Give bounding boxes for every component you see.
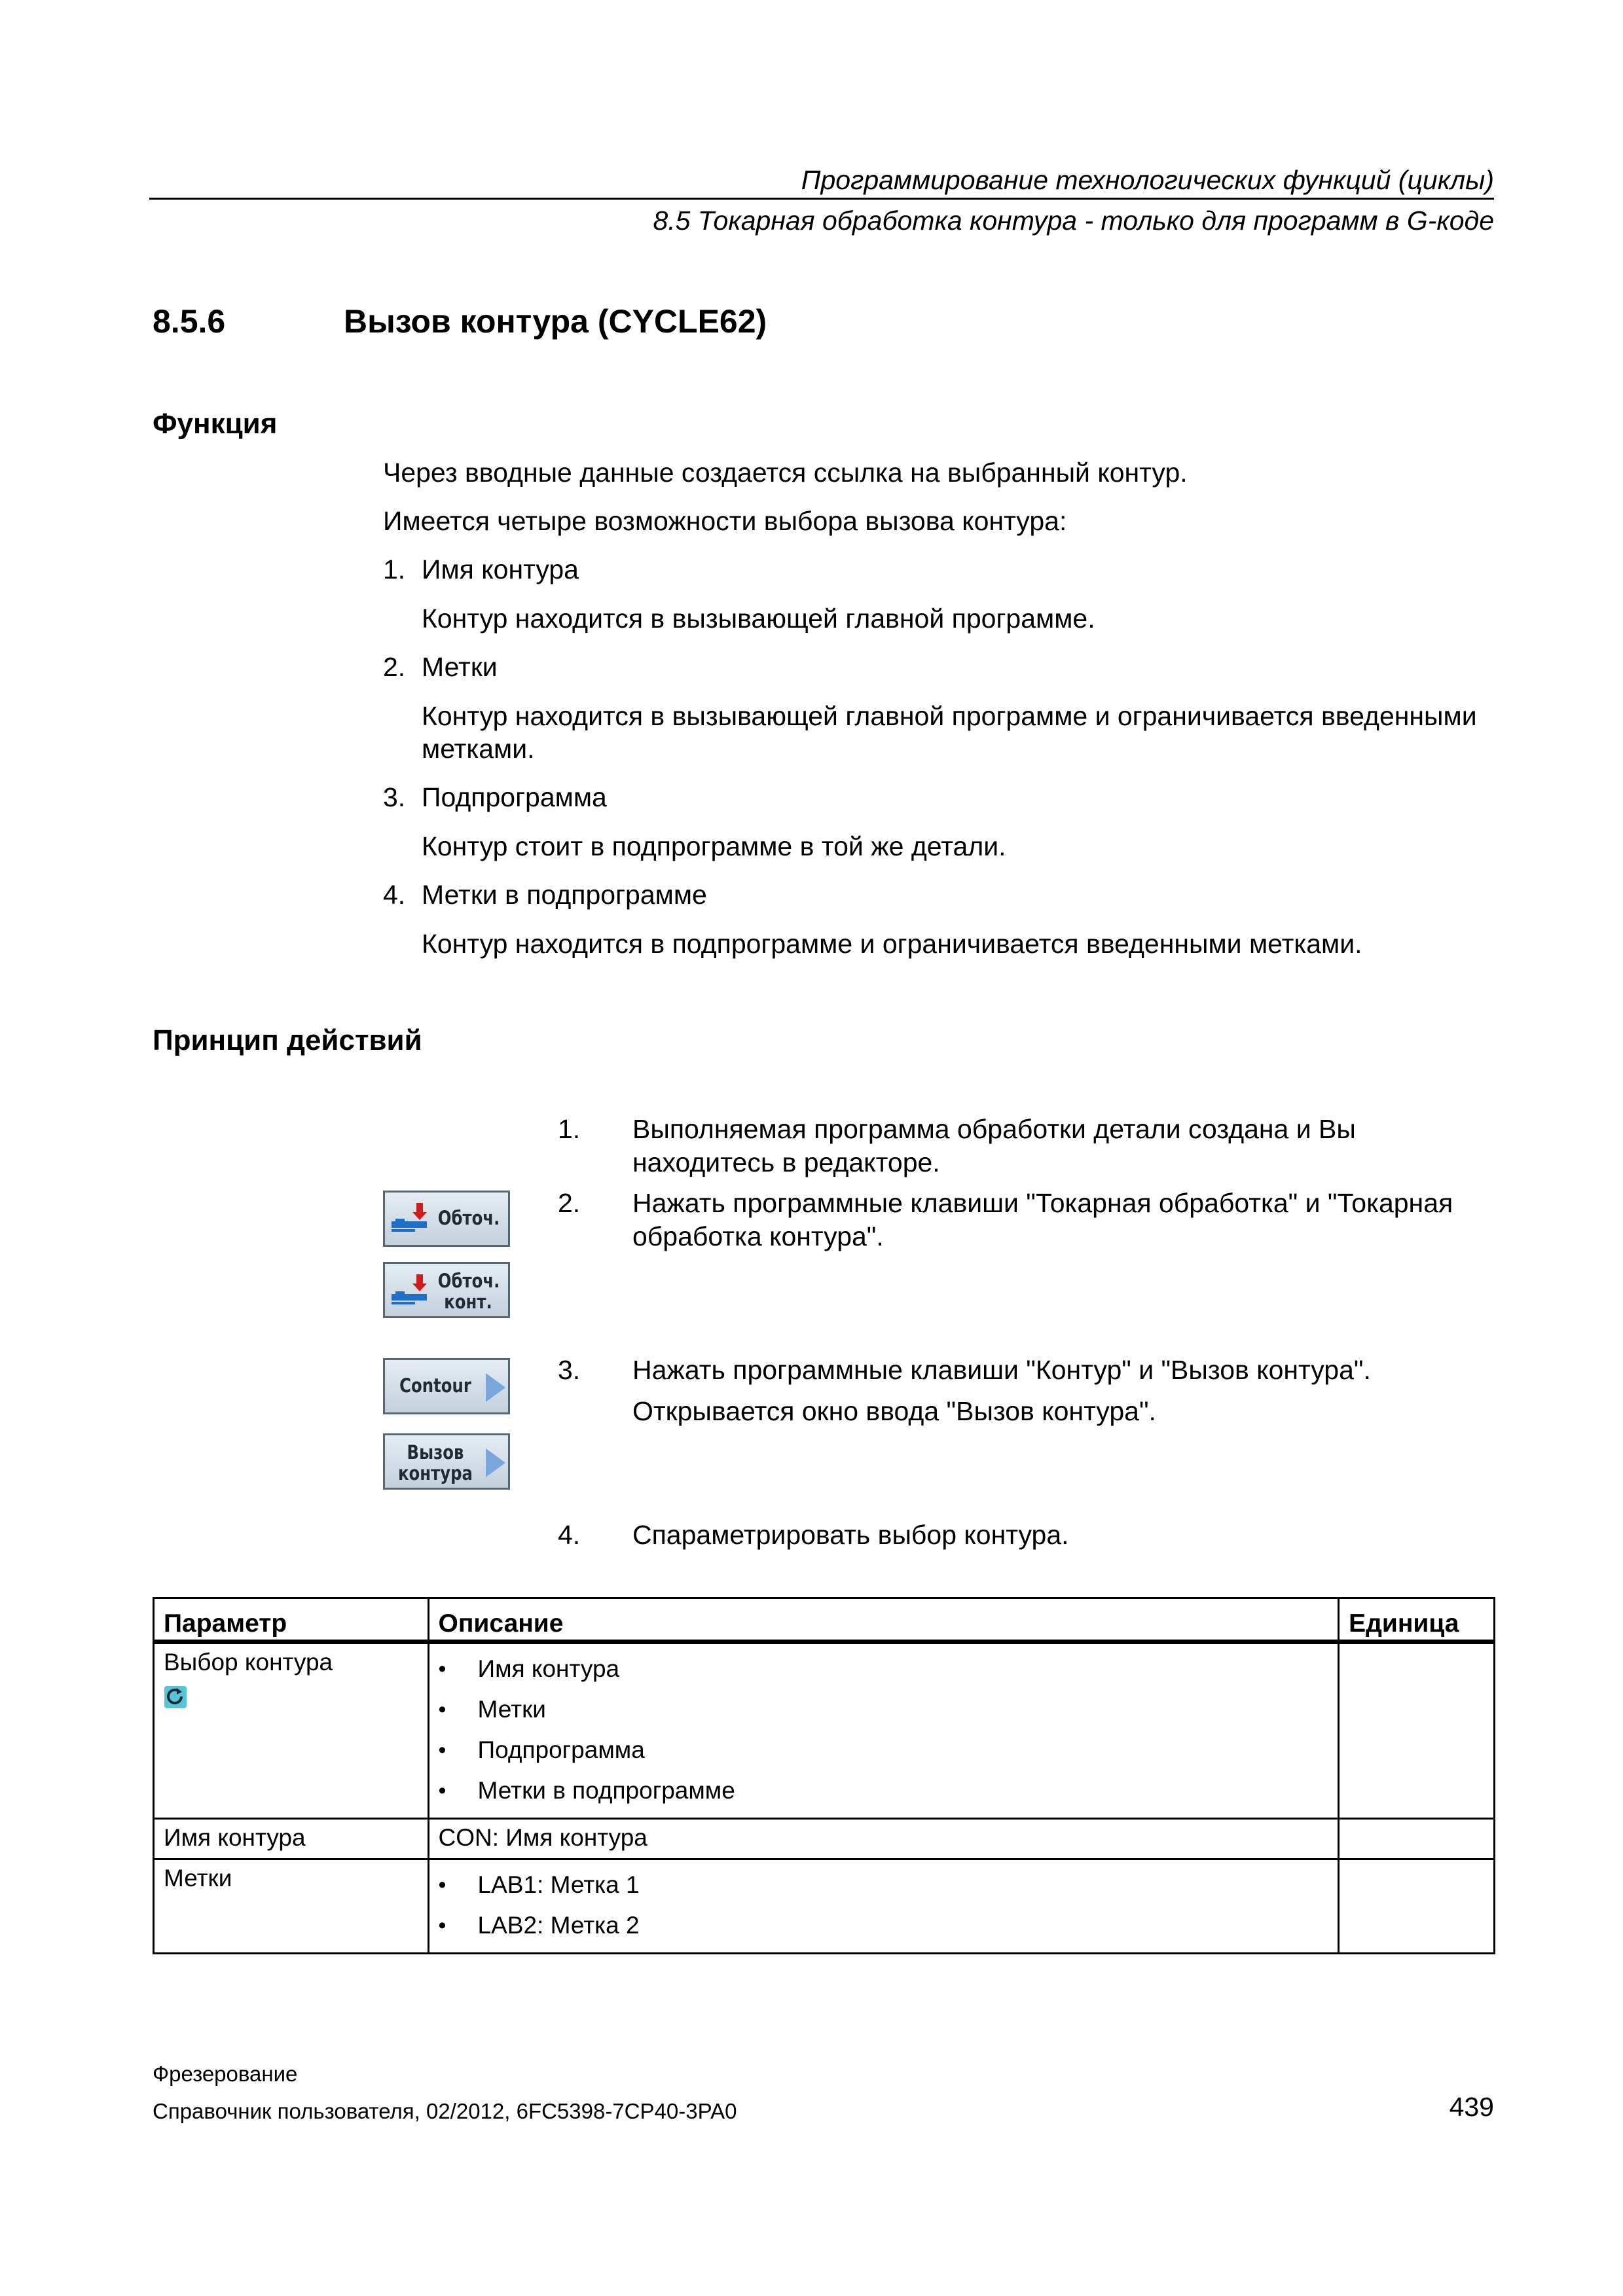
list-item-number: 4. [383, 880, 406, 910]
table-cell [1339, 1859, 1495, 1954]
list-item-number: 1. [383, 554, 406, 584]
table-cell [154, 1642, 429, 1819]
list-item-desc-cont: метками. [422, 734, 535, 764]
step-number: 1. [558, 1114, 581, 1144]
param-name: Метки [154, 1859, 429, 1954]
step-text: Нажать программные клавиши "Контур" и "Вызов контура". [632, 1355, 1371, 1385]
contour-turning-icon [390, 1273, 428, 1311]
step-text-cont: обработка контура". [632, 1221, 884, 1251]
header-rule [149, 198, 1494, 200]
step-text: Выполняемая программа обработки детали создана и Вы [632, 1114, 1356, 1144]
list-item: • LAB1: Метка 1 [439, 1865, 1329, 1905]
list-item-desc: Контур находится в подпрограмме и ограничивается введенными метками. [422, 929, 1362, 959]
list-item: • Метки в подпрограмме [439, 1770, 1329, 1811]
softkey-contour-turning[interactable] [383, 1262, 510, 1318]
softkey-turning[interactable] [383, 1191, 510, 1247]
table-row [154, 1642, 1495, 1819]
table-row [154, 1819, 1495, 1859]
table-cell [1339, 1642, 1495, 1819]
column-header: Параметр [154, 1598, 429, 1642]
list-item-desc: Контур находится в вызывающей главной программе. [422, 603, 1095, 634]
list-item: • Подпрограмма [439, 1730, 1329, 1770]
param-name: Имя контура [154, 1819, 429, 1859]
table-cell [1339, 1819, 1495, 1859]
param-name: Выбор контура [164, 1649, 333, 1676]
list-item-desc: Контур стоит в подпрограмме в той же детали. [422, 831, 1006, 861]
softkey-contour[interactable] [383, 1358, 510, 1414]
list-item-number: 3. [383, 782, 406, 812]
list-item: • Имя контура [439, 1649, 1329, 1689]
function-heading: Функция [153, 408, 278, 440]
section-title: Вызов контура (CYCLE62) [344, 303, 767, 340]
step-number: 3. [558, 1355, 581, 1385]
footer-manual: Справочник пользователя, 02/2012, 6FC5398-7CP40-3PA0 [153, 2099, 737, 2123]
softkey-label: Contour [399, 1374, 471, 1397]
function-intro-2: Имеется четыре возможности выбора вызова контура: [383, 506, 1067, 536]
page-number: 439 [1449, 2092, 1494, 2122]
list-item-title: Имя контура [422, 554, 579, 584]
procedure-heading: Принцип действий [153, 1024, 422, 1056]
header-section: 8.5 Токарная обработка контура - только для программ в G-коде [653, 206, 1494, 236]
step-text-cont: Открывается окно ввода "Вызов контура". [632, 1396, 1156, 1426]
list-item: • LAB2: Метка 2 [439, 1905, 1329, 1946]
bullet-list [439, 1649, 1329, 1811]
param-desc: CON: Имя контура [428, 1819, 1339, 1859]
step-number: 2. [558, 1188, 581, 1218]
list-item-desc: Контур находится в вызывающей главной программе и ограничивается введенными [422, 701, 1477, 731]
arrow-right-icon [486, 1373, 505, 1402]
list-item-title: Подпрограмма [422, 782, 607, 812]
softkey-contour-call[interactable] [383, 1433, 510, 1490]
softkey-label: Вызов контура [398, 1441, 473, 1484]
table-cell [428, 1859, 1339, 1954]
list-item-title: Метки [422, 652, 498, 682]
list-item: • Метки [439, 1689, 1329, 1730]
table-cell [428, 1642, 1339, 1819]
step-text: Спараметрировать выбор контура. [632, 1520, 1069, 1550]
footer-product: Фрезерование [153, 2062, 298, 2086]
section-number: 8.5.6 [153, 303, 226, 340]
list-item-number: 2. [383, 652, 406, 682]
step-number: 4. [558, 1520, 581, 1550]
table-row [154, 1859, 1495, 1954]
arrow-right-icon [486, 1448, 505, 1477]
softkey-label: Обточ. конт. [437, 1270, 500, 1313]
step-text-cont: находитесь в редакторе. [632, 1147, 940, 1177]
turning-icon [390, 1202, 428, 1240]
parameter-table [153, 1597, 1495, 1954]
column-header: Описание [428, 1598, 1339, 1642]
bullet-list [439, 1865, 1329, 1946]
cycle-select-icon[interactable] [164, 1685, 187, 1709]
column-header: Единица [1339, 1598, 1495, 1642]
table-header-row [154, 1598, 1495, 1642]
header-chapter: Программирование технологических функций (циклы) [801, 165, 1494, 195]
list-item-title: Метки в подпрограмме [422, 880, 707, 910]
function-intro-1: Через вводные данные создается ссылка на выбранный контур. [383, 457, 1188, 488]
step-text: Нажать программные клавиши "Токарная обработка" и "Токарная [632, 1188, 1453, 1218]
softkey-label: Обточ. [437, 1207, 500, 1229]
